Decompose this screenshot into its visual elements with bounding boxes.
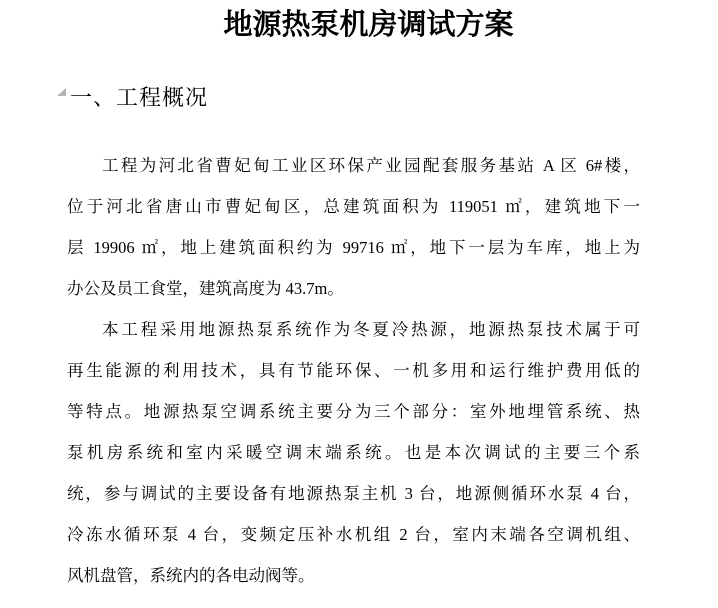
text-line: 风机盘管，系统内的各电动阀等。 xyxy=(67,566,315,585)
text-line: 等特点。地源热泵空调系统主要分为三个部分：室外地埋管系统、热 xyxy=(67,402,640,421)
text-line: 工程为河北省曹妃甸工业区环保产业园配套服务基站 A 区 6#楼， xyxy=(102,156,640,175)
document-body[interactable] xyxy=(67,145,640,596)
text-line: 再生能源的利用技术，具有节能环保、一机多用和运行维护费用低的 xyxy=(67,361,640,380)
text-line: 本工程采用地源热泵系统作为冬夏冷热源，地源热泵技术属于可 xyxy=(102,320,640,339)
text-line: 办公及员工食堂，建筑高度为 43.7m。 xyxy=(67,279,344,298)
outline-collapse-icon[interactable] xyxy=(57,88,66,96)
section-heading: 一、工程概况 xyxy=(70,85,209,110)
text-line: 统，参与调试的主要设备有地源热泵主机 3 台，地源侧循环水泵 4 台， xyxy=(67,484,640,503)
paragraph-2 xyxy=(67,309,640,596)
section-heading-row xyxy=(70,84,640,112)
paragraph-1 xyxy=(67,145,640,309)
text-line: 泵机房系统和室内采暖空调末端系统。也是本次调试的主要三个系 xyxy=(67,443,640,462)
document-title: 地源热泵机房调试方案 xyxy=(223,9,514,41)
text-line: 冷冻水循环泵 4 台，变频定压补水机组 2 台，室内末端各空调机组、 xyxy=(67,525,640,544)
text-line: 层 19906 ㎡，地上建筑面积约为 99716 ㎡，地下一层为车库，地上为 xyxy=(67,238,640,257)
text-line: 位于河北省唐山市曹妃甸区，总建筑面积为 119051 ㎡，建筑地下一 xyxy=(67,197,640,216)
